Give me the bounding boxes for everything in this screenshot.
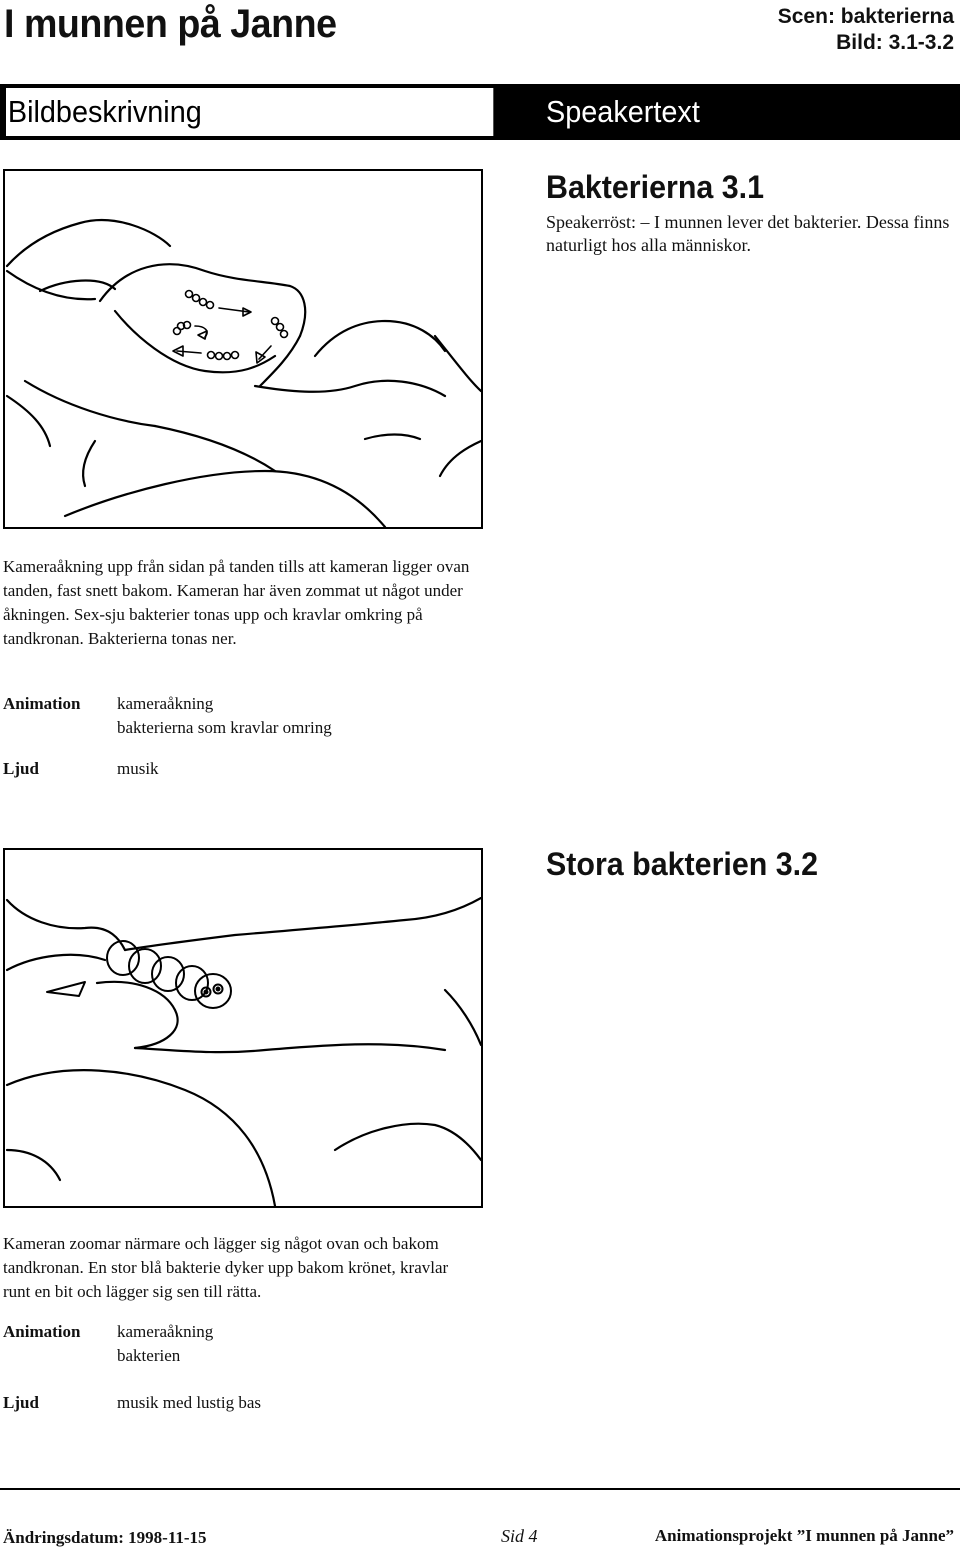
footer-date: Ändringsdatum: 1998-11-15 [3, 1528, 207, 1547]
shot-2-animation-line-2: bakterien [117, 1346, 181, 1365]
shot-2-animation-line-1: kameraåkning [117, 1322, 214, 1341]
footer-project: Animationsprojekt ”I munnen på Janne” [654, 1526, 954, 1545]
column-header-description: Bildbeskrivning [6, 88, 493, 136]
image-range-label: Bild: 3.1-3.2 [836, 31, 954, 54]
shot-2-sound-label: Ljud [3, 1393, 39, 1412]
shot-1-heading: Bakterierna 3.1 [546, 169, 764, 205]
shot-1-animation-line-1: kameraåkning [117, 694, 214, 713]
document-title: I munnen på Janne [4, 2, 337, 46]
footer-rule [0, 1488, 960, 1490]
shot-1-description: Kameraåkning upp från sidan på tanden tills att kameran ligger ovan tanden, fast snett bakom. Kameran har även zommat ut något under åkningen. Sex-sju bakterier tonas upp och kravlar omkring på tandkronan. Bakterierna tonas ner. [3, 557, 470, 648]
shot-1-animation-line-2: bakterierna som kravlar omring [117, 718, 332, 737]
shot-2-description: Kameran zoomar närmare och lägger sig något ovan och bakom tandkronan. En stor blå bakterie dyker upp bakom krönet, kravlar runt en bit och lägger sig sen till rätta. [3, 1234, 449, 1301]
column-header-speaker: Speakertext [546, 94, 700, 129]
shot-1-animation-label: Animation [3, 694, 81, 713]
scene-label: Scen: bakterierna [777, 5, 954, 28]
shot-2-animation-label: Animation [3, 1322, 81, 1341]
footer-page-number: Sid 4 [501, 1526, 538, 1546]
shot-1-illustration [3, 169, 483, 529]
shot-2-sound: musik med lustig bas [117, 1393, 262, 1412]
shot-1-speaker-text: Speakerröst: – I munnen lever det bakterier. Dessa finns naturligt hos alla människor. [546, 212, 950, 255]
shot-2-illustration [3, 848, 483, 1208]
shot-1-sound-label: Ljud [3, 759, 39, 778]
scene-info [778, 4, 954, 56]
shot-2-heading: Stora bakterien 3.2 [546, 846, 819, 882]
shot-1-sound: musik [117, 759, 159, 778]
